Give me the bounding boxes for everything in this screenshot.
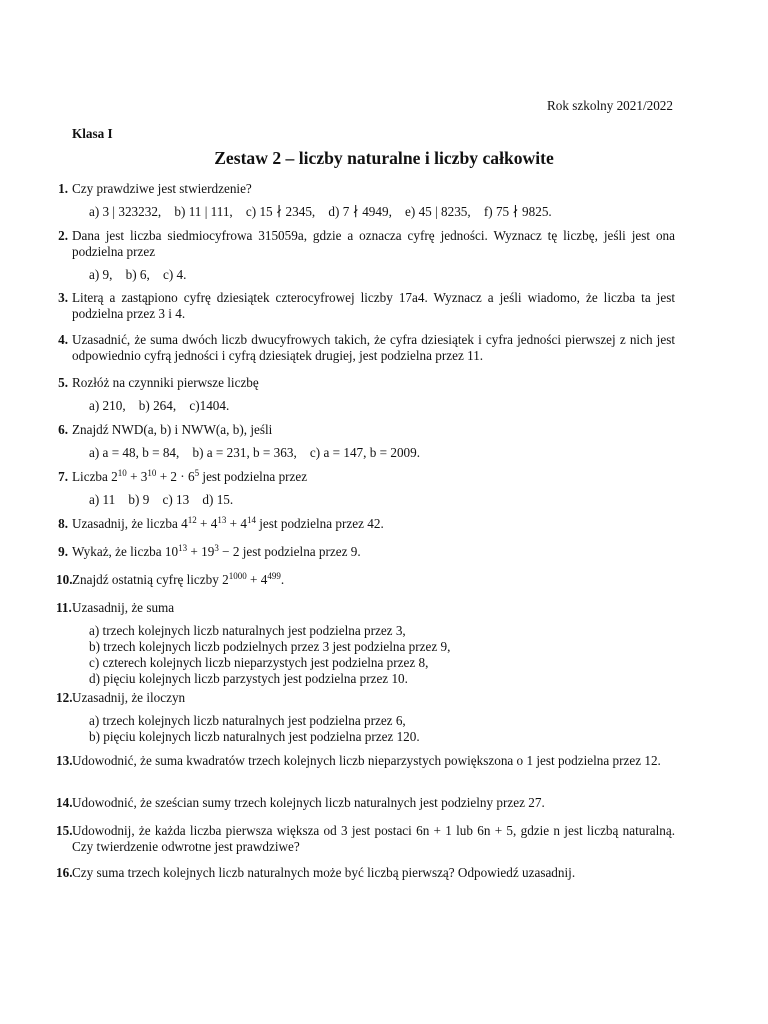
problem-number: 5. <box>58 375 68 390</box>
problem-text: Dana jest liczba siedmiocyfrowa 315059a, gdzie a oznacza cyfrę jedności. Wyznacz tę liczbę, jeśli jest ona podzielna przez <box>72 228 675 259</box>
problem-10 <box>56 571 675 588</box>
problem-text: Liczba $2^{10} + 3^{10} + 2 \cdot 6^5$ jest podzielna przez <box>72 468 308 484</box>
problem-text: Wykaż, że liczba $10^{13} + 19^3 - 2$ jest podzielna przez 9. <box>72 543 361 559</box>
problem-number: 2. <box>58 228 68 243</box>
problem-part: a) trzech kolejnych liczb naturalnych jest podzielna przez 3, <box>89 623 406 638</box>
problem-number: 14. <box>56 795 73 810</box>
problem-parts: a) 11 b) 9 c) 13 d) 15. <box>89 492 234 507</box>
problem-1 <box>58 181 675 220</box>
problem-part: d) pięciu kolejnych liczb parzystych jest podzielna przez 10. <box>89 671 408 686</box>
problem-parts: a) 3 | 323232, b) 11 | 111, c) 15 ∤ 2345, d) 7 ∤ 4949, e) 45 | 8235, f) 75 ∤ 9825. <box>89 204 552 219</box>
problem-number: 15. <box>56 823 73 838</box>
problem-text: Udowodnić, że sześcian sumy trzech kolejnych liczb naturalnych jest podzielny przez 27. <box>72 795 545 810</box>
problem-number: 3. <box>58 290 68 305</box>
problem-5 <box>58 375 675 414</box>
class-label: Klasa I <box>72 126 113 141</box>
problem-number: 16. <box>56 865 73 880</box>
problem-text: Uzasadnij, że suma <box>72 600 175 615</box>
problem-9 <box>58 543 675 560</box>
problem-6 <box>58 422 675 461</box>
problem-text: Znajdź ostatnią cyfrę liczby $2^{1000} + 4^{499}$. <box>72 571 285 587</box>
problem-8 <box>58 515 675 532</box>
problem-text: Uzasadnij, że iloczyn <box>72 690 186 705</box>
problem-3 <box>58 290 675 322</box>
problem-text: Czy prawdziwe jest stwierdzenie? <box>72 181 252 196</box>
problem-16 <box>56 865 675 881</box>
problem-part: a) trzech kolejnych liczb naturalnych jest podzielna przez 6, <box>89 713 406 728</box>
problem-text: Udowodnij, że każda liczba pierwsza większa od 3 jest postaci 6n + 1 lub 6n + 5, gdzie n jest liczbą naturalną. Czy twierdzenie odwrotne jest prawdziwe? <box>72 823 675 854</box>
problem-text: Rozłóż na czynniki pierwsze liczbę <box>72 375 259 390</box>
problem-part: c) czterech kolejnych liczb nieparzystych jest podzielna przez 8, <box>89 655 429 670</box>
problem-number: 4. <box>58 332 68 347</box>
problem-2 <box>58 228 675 283</box>
problem-parts: a) 210, b) 264, c)1404. <box>89 398 230 413</box>
page-title: Zestaw 2 – liczby naturalne i liczby całkowite <box>214 148 554 168</box>
problem-text: Udowodnić, że suma kwadratów trzech kolejnych liczb nieparzystych powiększona o 1 jest podzielna przez 12. <box>72 753 661 768</box>
problem-number: 10. <box>56 572 73 587</box>
problem-parts: a) a = 48, b = 84, b) a = 231, b = 363, c) a = 147, b = 2009. <box>89 445 421 460</box>
problem-text: Czy suma trzech kolejnych liczb naturalnych może być liczbą pierwszą? Odpowiedź uzasadnij. <box>72 865 576 880</box>
problem-text: Uzasadnij, że liczba $4^{12} + 4^{13} + 4^{14}$ jest podzielna przez 42. <box>72 515 384 531</box>
problem-14 <box>56 795 675 811</box>
problem-number: 13. <box>56 753 73 768</box>
problem-number: 1. <box>58 181 68 196</box>
problem-number: 7. <box>58 469 68 484</box>
problem-number: 11. <box>56 600 72 615</box>
problem-text: Uzasadnić, że suma dwóch liczb dwucyfrowych takich, że cyfra dziesiątek i cyfra jedności pierwszej z nich jest odpowiednio cyfrą jedności i cyfrą dziesiątek drugiej, jest podzielna przez 11. <box>72 332 675 363</box>
problem-12 <box>56 690 675 745</box>
problem-number: 9. <box>58 544 68 559</box>
problem-13 <box>56 753 675 769</box>
school-year: Rok szkolny 2021/2022 <box>546 98 673 113</box>
problem-4 <box>58 332 675 364</box>
problem-text: Literą a zastąpiono cyfrę dziesiątek czterocyfrowej liczby 17a4. Wyznacz a jeśli wiadomo, że liczba ta jest podzielna przez 3 i 4. <box>72 290 675 321</box>
problem-number: 8. <box>58 516 68 531</box>
problem-parts: a) 9, b) 6, c) 4. <box>89 267 187 282</box>
problem-15 <box>56 823 675 855</box>
problem-part: b) trzech kolejnych liczb podzielnych przez 3 jest podzielna przez 9, <box>89 639 451 654</box>
problem-number: 12. <box>56 690 73 705</box>
problem-11 <box>56 600 675 687</box>
problem-part: b) pięciu kolejnych liczb naturalnych jest podzielna przez 120. <box>89 729 420 744</box>
problem-7 <box>58 468 675 508</box>
problem-text: Znajdź NWD(a, b) i NWW(a, b), jeśli <box>72 422 273 437</box>
problem-number: 6. <box>58 422 68 437</box>
